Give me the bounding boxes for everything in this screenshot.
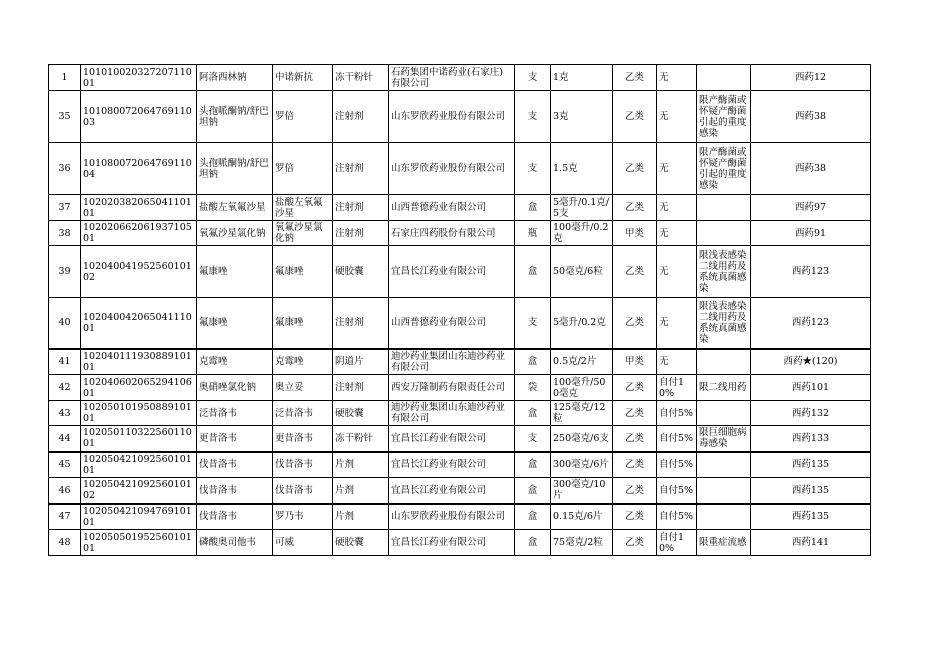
code-cell: 10204004206504111001 [81, 298, 197, 349]
category-cell: 乙类 [613, 298, 657, 349]
category-cell: 乙类 [613, 65, 657, 91]
catalog-ref-cell: 西药38 [751, 143, 871, 195]
brand-name-cell: 克霉唑 [273, 349, 333, 375]
code-cell: 10205042109476910101 [81, 504, 197, 530]
dosage-form-cell: 注射剂 [333, 143, 389, 195]
unit-cell: 支 [515, 91, 551, 143]
manufacturer-cell: 宜昌长江药业有限公司 [389, 426, 515, 452]
brand-name-cell: 氧氟沙星氯化钠 [273, 221, 333, 246]
generic-name-cell: 奥硝唑氯化钠 [197, 375, 273, 401]
spec-cell: 0.15克/6片 [551, 504, 613, 530]
seq-cell: 38 [49, 221, 81, 246]
code-cell: 10204011193088910101 [81, 349, 197, 375]
generic-name-cell: 氟康唑 [197, 246, 273, 298]
category-cell: 乙类 [613, 143, 657, 195]
spec-cell: 100毫升/500毫克 [551, 375, 613, 401]
manufacturer-cell: 宜昌长江药业有限公司 [389, 530, 515, 556]
category-cell: 乙类 [613, 246, 657, 298]
restriction-cell: 限浅表感染二线用药及系统真菌感染 [697, 298, 751, 349]
dosage-form-cell: 硬胶囊 [333, 246, 389, 298]
table-row [49, 426, 871, 452]
generic-name-cell: 头孢哌酮钠/舒巴坦钠 [197, 143, 273, 195]
seq-cell: 42 [49, 375, 81, 401]
unit-cell: 盒 [515, 504, 551, 530]
table-row [49, 401, 871, 426]
spec-cell: 300毫克/6片 [551, 452, 613, 478]
restriction-cell [697, 221, 751, 246]
spec-cell: 0.5克/2片 [551, 349, 613, 375]
dosage-form-cell: 冻干粉针 [333, 426, 389, 452]
restriction-cell [697, 349, 751, 375]
seq-cell: 35 [49, 91, 81, 143]
generic-name-cell: 头孢哌酮钠/舒巴坦钠 [197, 91, 273, 143]
restriction-cell [697, 504, 751, 530]
seq-cell: 45 [49, 452, 81, 478]
code-cell: 10205042109256010102 [81, 478, 197, 504]
dosage-form-cell: 硬胶囊 [333, 401, 389, 426]
code-cell: 10204060206529410601 [81, 375, 197, 401]
catalog-ref-cell: 西药101 [751, 375, 871, 401]
dosage-form-cell: 阴道片 [333, 349, 389, 375]
copay-cell: 无 [657, 143, 697, 195]
seq-cell: 40 [49, 298, 81, 349]
seq-cell: 44 [49, 426, 81, 452]
dosage-form-cell: 注射剂 [333, 195, 389, 221]
drug-list-table [48, 64, 871, 556]
seq-cell: 47 [49, 504, 81, 530]
manufacturer-cell: 山西普德药业有限公司 [389, 298, 515, 349]
table-row [49, 143, 871, 195]
catalog-ref-cell: 西药135 [751, 504, 871, 530]
brand-name-cell: 可威 [273, 530, 333, 556]
catalog-ref-cell: 西药123 [751, 298, 871, 349]
brand-name-cell: 罗倍 [273, 143, 333, 195]
unit-cell: 盒 [515, 452, 551, 478]
code-cell: 10204004195256010102 [81, 246, 197, 298]
catalog-ref-cell: 西药141 [751, 530, 871, 556]
spec-cell: 250毫克/6支 [551, 426, 613, 452]
category-cell: 乙类 [613, 401, 657, 426]
restriction-cell [697, 401, 751, 426]
unit-cell: 支 [515, 298, 551, 349]
restriction-cell [697, 65, 751, 91]
catalog-ref-cell: 西药12 [751, 65, 871, 91]
copay-cell: 无 [657, 195, 697, 221]
generic-name-cell: 伐昔洛韦 [197, 504, 273, 530]
code-cell: 10205011032256011001 [81, 426, 197, 452]
brand-name-cell: 中诺新抗 [273, 65, 333, 91]
category-cell: 甲类 [613, 349, 657, 375]
table-row [49, 91, 871, 143]
code-cell: 10101002032720711001 [81, 65, 197, 91]
copay-cell: 无 [657, 349, 697, 375]
dosage-form-cell: 注射剂 [333, 375, 389, 401]
generic-name-cell: 伐昔洛韦 [197, 452, 273, 478]
catalog-ref-cell: 西药123 [751, 246, 871, 298]
restriction-cell [697, 195, 751, 221]
generic-name-cell: 伐昔洛韦 [197, 478, 273, 504]
brand-name-cell: 氟康唑 [273, 298, 333, 349]
catalog-ref-cell: 西药38 [751, 91, 871, 143]
copay-cell: 无 [657, 246, 697, 298]
category-cell: 乙类 [613, 426, 657, 452]
restriction-cell: 限二线用药 [697, 375, 751, 401]
generic-name-cell: 克霉唑 [197, 349, 273, 375]
manufacturer-cell: 迪沙药业集团山东迪沙药业有限公司 [389, 349, 515, 375]
category-cell: 乙类 [613, 530, 657, 556]
spec-cell: 300毫克/10片 [551, 478, 613, 504]
seq-cell: 36 [49, 143, 81, 195]
table-row [49, 298, 871, 349]
manufacturer-cell: 山西普德药业有限公司 [389, 195, 515, 221]
restriction-cell: 限浅表感染二线用药及系统真菌感染 [697, 246, 751, 298]
table-row [49, 349, 871, 375]
copay-cell: 自付10% [657, 530, 697, 556]
unit-cell: 盒 [515, 401, 551, 426]
spec-cell: 125毫克/12粒 [551, 401, 613, 426]
spec-cell: 50毫克/6粒 [551, 246, 613, 298]
manufacturer-cell: 山东罗欣药业股份有限公司 [389, 143, 515, 195]
seq-cell: 41 [49, 349, 81, 375]
brand-name-cell: 氟康唑 [273, 246, 333, 298]
seq-cell: 37 [49, 195, 81, 221]
manufacturer-cell: 石药集团中诺药业(石家庄)有限公司 [389, 65, 515, 91]
table-row [49, 246, 871, 298]
dosage-form-cell: 片剂 [333, 478, 389, 504]
dosage-form-cell: 冻干粉针 [333, 65, 389, 91]
brand-name-cell: 伐昔洛韦 [273, 452, 333, 478]
restriction-cell: 限重症流感 [697, 530, 751, 556]
manufacturer-cell: 山东罗欣药业股份有限公司 [389, 91, 515, 143]
unit-cell: 盒 [515, 195, 551, 221]
copay-cell: 自付5% [657, 504, 697, 530]
catalog-ref-cell: 西药132 [751, 401, 871, 426]
unit-cell: 支 [515, 65, 551, 91]
dosage-form-cell: 片剂 [333, 504, 389, 530]
unit-cell: 瓶 [515, 221, 551, 246]
table-row [49, 530, 871, 556]
category-cell: 乙类 [613, 375, 657, 401]
spec-cell: 75毫克/2粒 [551, 530, 613, 556]
catalog-ref-cell: 西药97 [751, 195, 871, 221]
manufacturer-cell: 宜昌长江药业有限公司 [389, 452, 515, 478]
unit-cell: 袋 [515, 375, 551, 401]
unit-cell: 盒 [515, 530, 551, 556]
code-cell: 10205042109256010101 [81, 452, 197, 478]
brand-name-cell: 泛昔洛韦 [273, 401, 333, 426]
seq-cell: 48 [49, 530, 81, 556]
generic-name-cell: 盐酸左氧氟沙星 [197, 195, 273, 221]
category-cell: 乙类 [613, 452, 657, 478]
spec-cell: 5毫升/0.2克 [551, 298, 613, 349]
restriction-cell: 限产酶菌或怀疑产酶菌引起的重度感染 [697, 91, 751, 143]
restriction-cell: 限巨细胞病毒感染 [697, 426, 751, 452]
spec-cell: 3克 [551, 91, 613, 143]
copay-cell: 无 [657, 91, 697, 143]
dosage-form-cell: 注射剂 [333, 221, 389, 246]
copay-cell: 自付5% [657, 452, 697, 478]
restriction-cell: 限产酶菌或怀疑产酶菌引起的重度感染 [697, 143, 751, 195]
table-row [49, 221, 871, 246]
generic-name-cell: 氧氟沙星氯化钠 [197, 221, 273, 246]
category-cell: 乙类 [613, 504, 657, 530]
category-cell: 甲类 [613, 221, 657, 246]
catalog-ref-cell: 西药91 [751, 221, 871, 246]
code-cell: 10108007206476911003 [81, 91, 197, 143]
manufacturer-cell: 宜昌长江药业有限公司 [389, 478, 515, 504]
brand-name-cell: 罗倍 [273, 91, 333, 143]
category-cell: 乙类 [613, 91, 657, 143]
generic-name-cell: 泛昔洛韦 [197, 401, 273, 426]
catalog-ref-cell: 西药133 [751, 426, 871, 452]
unit-cell: 支 [515, 143, 551, 195]
copay-cell: 无 [657, 298, 697, 349]
copay-cell: 无 [657, 221, 697, 246]
dosage-form-cell: 硬胶囊 [333, 530, 389, 556]
copay-cell: 自付5% [657, 401, 697, 426]
generic-name-cell: 阿洛西林钠 [197, 65, 273, 91]
code-cell: 10205050195256010101 [81, 530, 197, 556]
brand-name-cell: 伐昔洛韦 [273, 478, 333, 504]
dosage-form-cell: 注射剂 [333, 91, 389, 143]
dosage-form-cell: 注射剂 [333, 298, 389, 349]
table-row [49, 452, 871, 478]
brand-name-cell: 盐酸左氧氟沙星 [273, 195, 333, 221]
spec-cell: 1.5克 [551, 143, 613, 195]
manufacturer-cell: 山东罗欣药业股份有限公司 [389, 504, 515, 530]
category-cell: 乙类 [613, 478, 657, 504]
manufacturer-cell: 宜昌长江药业有限公司 [389, 246, 515, 298]
spec-cell: 5毫升/0.1克/5支 [551, 195, 613, 221]
category-cell: 乙类 [613, 195, 657, 221]
seq-cell: 43 [49, 401, 81, 426]
spec-cell: 100毫升/0.2克 [551, 221, 613, 246]
manufacturer-cell: 西安万隆制药有限责任公司 [389, 375, 515, 401]
manufacturer-cell: 迪沙药业集团山东迪沙药业有限公司 [389, 401, 515, 426]
generic-name-cell: 氟康唑 [197, 298, 273, 349]
seq-cell: 46 [49, 478, 81, 504]
unit-cell: 支 [515, 426, 551, 452]
seq-cell: 39 [49, 246, 81, 298]
copay-cell: 自付5% [657, 426, 697, 452]
catalog-ref-cell: 西药135 [751, 478, 871, 504]
table-row [49, 195, 871, 221]
catalog-ref-cell: 西药★(120) [751, 349, 871, 375]
seq-cell: 1 [49, 65, 81, 91]
generic-name-cell: 更昔洛韦 [197, 426, 273, 452]
table-row [49, 65, 871, 91]
copay-cell: 无 [657, 65, 697, 91]
manufacturer-cell: 石家庄四药股份有限公司 [389, 221, 515, 246]
unit-cell: 盒 [515, 349, 551, 375]
code-cell: 10108007206476911004 [81, 143, 197, 195]
catalog-ref-cell: 西药135 [751, 452, 871, 478]
copay-cell: 自付10% [657, 375, 697, 401]
generic-name-cell: 磷酸奥司他韦 [197, 530, 273, 556]
table-row [49, 504, 871, 530]
table-body [49, 65, 871, 556]
code-cell: 10202066206193710501 [81, 221, 197, 246]
dosage-form-cell: 片剂 [333, 452, 389, 478]
restriction-cell [697, 452, 751, 478]
brand-name-cell: 罗乃韦 [273, 504, 333, 530]
restriction-cell [697, 478, 751, 504]
table-row [49, 375, 871, 401]
unit-cell: 盒 [515, 246, 551, 298]
brand-name-cell: 奥立妥 [273, 375, 333, 401]
unit-cell: 盒 [515, 478, 551, 504]
table-row [49, 478, 871, 504]
code-cell: 10205010195088910101 [81, 401, 197, 426]
spec-cell: 1克 [551, 65, 613, 91]
brand-name-cell: 更昔洛韦 [273, 426, 333, 452]
code-cell: 10202038206504110101 [81, 195, 197, 221]
copay-cell: 自付5% [657, 478, 697, 504]
